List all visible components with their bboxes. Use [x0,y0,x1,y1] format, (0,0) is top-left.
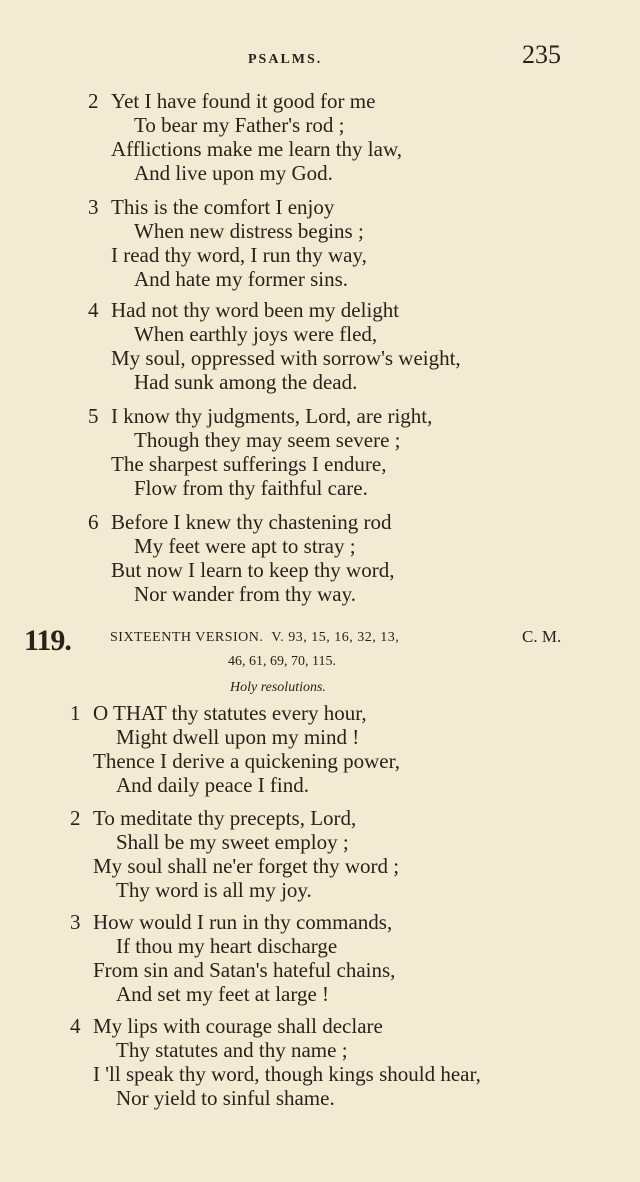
verse-line: And hate my former sins. [134,267,349,291]
verse-line: And set my feet at large ! [116,982,330,1006]
verse-line: I read thy word, I run thy way, [111,243,367,267]
verse-line: Flow from thy faithful care. [134,476,368,500]
verse-line: When earthly joys were fled, [134,322,378,346]
verse-line: Shall be my sweet employ ; [116,830,349,854]
psalm-subtitle: Holy resolutions. [230,680,326,695]
verse-line: Afflictions make me learn thy law, [111,137,402,161]
verse-line: If thou my heart discharge [116,934,338,958]
running-title: PSALMS. [248,52,323,67]
stanza-number: 2 [88,89,99,113]
verse-line: Thence I derive a quickening power, [93,749,401,773]
verse-line: I know thy judgments, Lord, are right, [111,404,433,428]
meter: C. M. [522,627,562,646]
verse-line: Had sunk among the dead. [134,370,358,394]
verse-line: My lips with courage shall declare [93,1014,383,1038]
verse-line: My feet were apt to stray ; [134,534,356,558]
verse-line: And live upon my God. [134,161,333,185]
stanza-number: 4 [88,298,99,322]
verse-line: This is the comfort I enjoy [111,195,335,219]
verse-references: V. 93, 15, 16, 32, 13, [271,630,400,645]
verse-line: How would I run in thy commands, [93,910,393,934]
verse-line: Though they may seem severe ; [134,428,401,452]
verse-line: To bear my Father's rod ; [134,113,345,137]
psalm-number: 119. [24,624,71,657]
stanza-number: 3 [70,910,81,934]
stanza-number: 2 [70,806,81,830]
verse-line: Thy word is all my joy. [116,878,312,902]
verse-line: From sin and Satan's hateful chains, [93,958,396,982]
page-number: 235 [522,40,561,69]
stanza-number: 3 [88,195,99,219]
stanza-number: 4 [70,1014,81,1038]
running-head [0,40,640,76]
verse-line: I 'll speak thy word, though kings should hear, [93,1062,481,1086]
verse-line: And daily peace I find. [116,773,310,797]
verse-line: O THAT thy statutes every hour, [93,701,367,725]
verse-line: To meditate thy precepts, Lord, [93,806,357,830]
stanza-number: 5 [88,404,99,428]
verse-line: But now I learn to keep thy word, [111,558,395,582]
verse-line: The sharpest sufferings I endure, [111,452,387,476]
stanza-number: 1 [70,701,81,725]
version-heading [110,630,399,646]
verse-line: Had not thy word been my delight [111,298,400,322]
verse-line: Thy statutes and thy name ; [116,1038,348,1062]
version-label: SIXTEENTH VERSION. [110,630,264,645]
stanza-number: 6 [88,510,99,534]
verse-line: Nor yield to sinful shame. [116,1086,335,1110]
verse-line: Yet I have found it good for me [111,89,376,113]
verse-references-continued: 46, 61, 69, 70, 115. [228,654,336,669]
verse-line: My soul, oppressed with sorrow's weight, [111,346,461,370]
verse-line: Nor wander from thy way. [134,582,356,606]
verse-line: Might dwell upon my mind ! [116,725,360,749]
verse-line: When new distress begins ; [134,219,364,243]
verse-line: Before I knew thy chastening rod [111,510,392,534]
verse-line: My soul shall ne'er forget thy word ; [93,854,400,878]
